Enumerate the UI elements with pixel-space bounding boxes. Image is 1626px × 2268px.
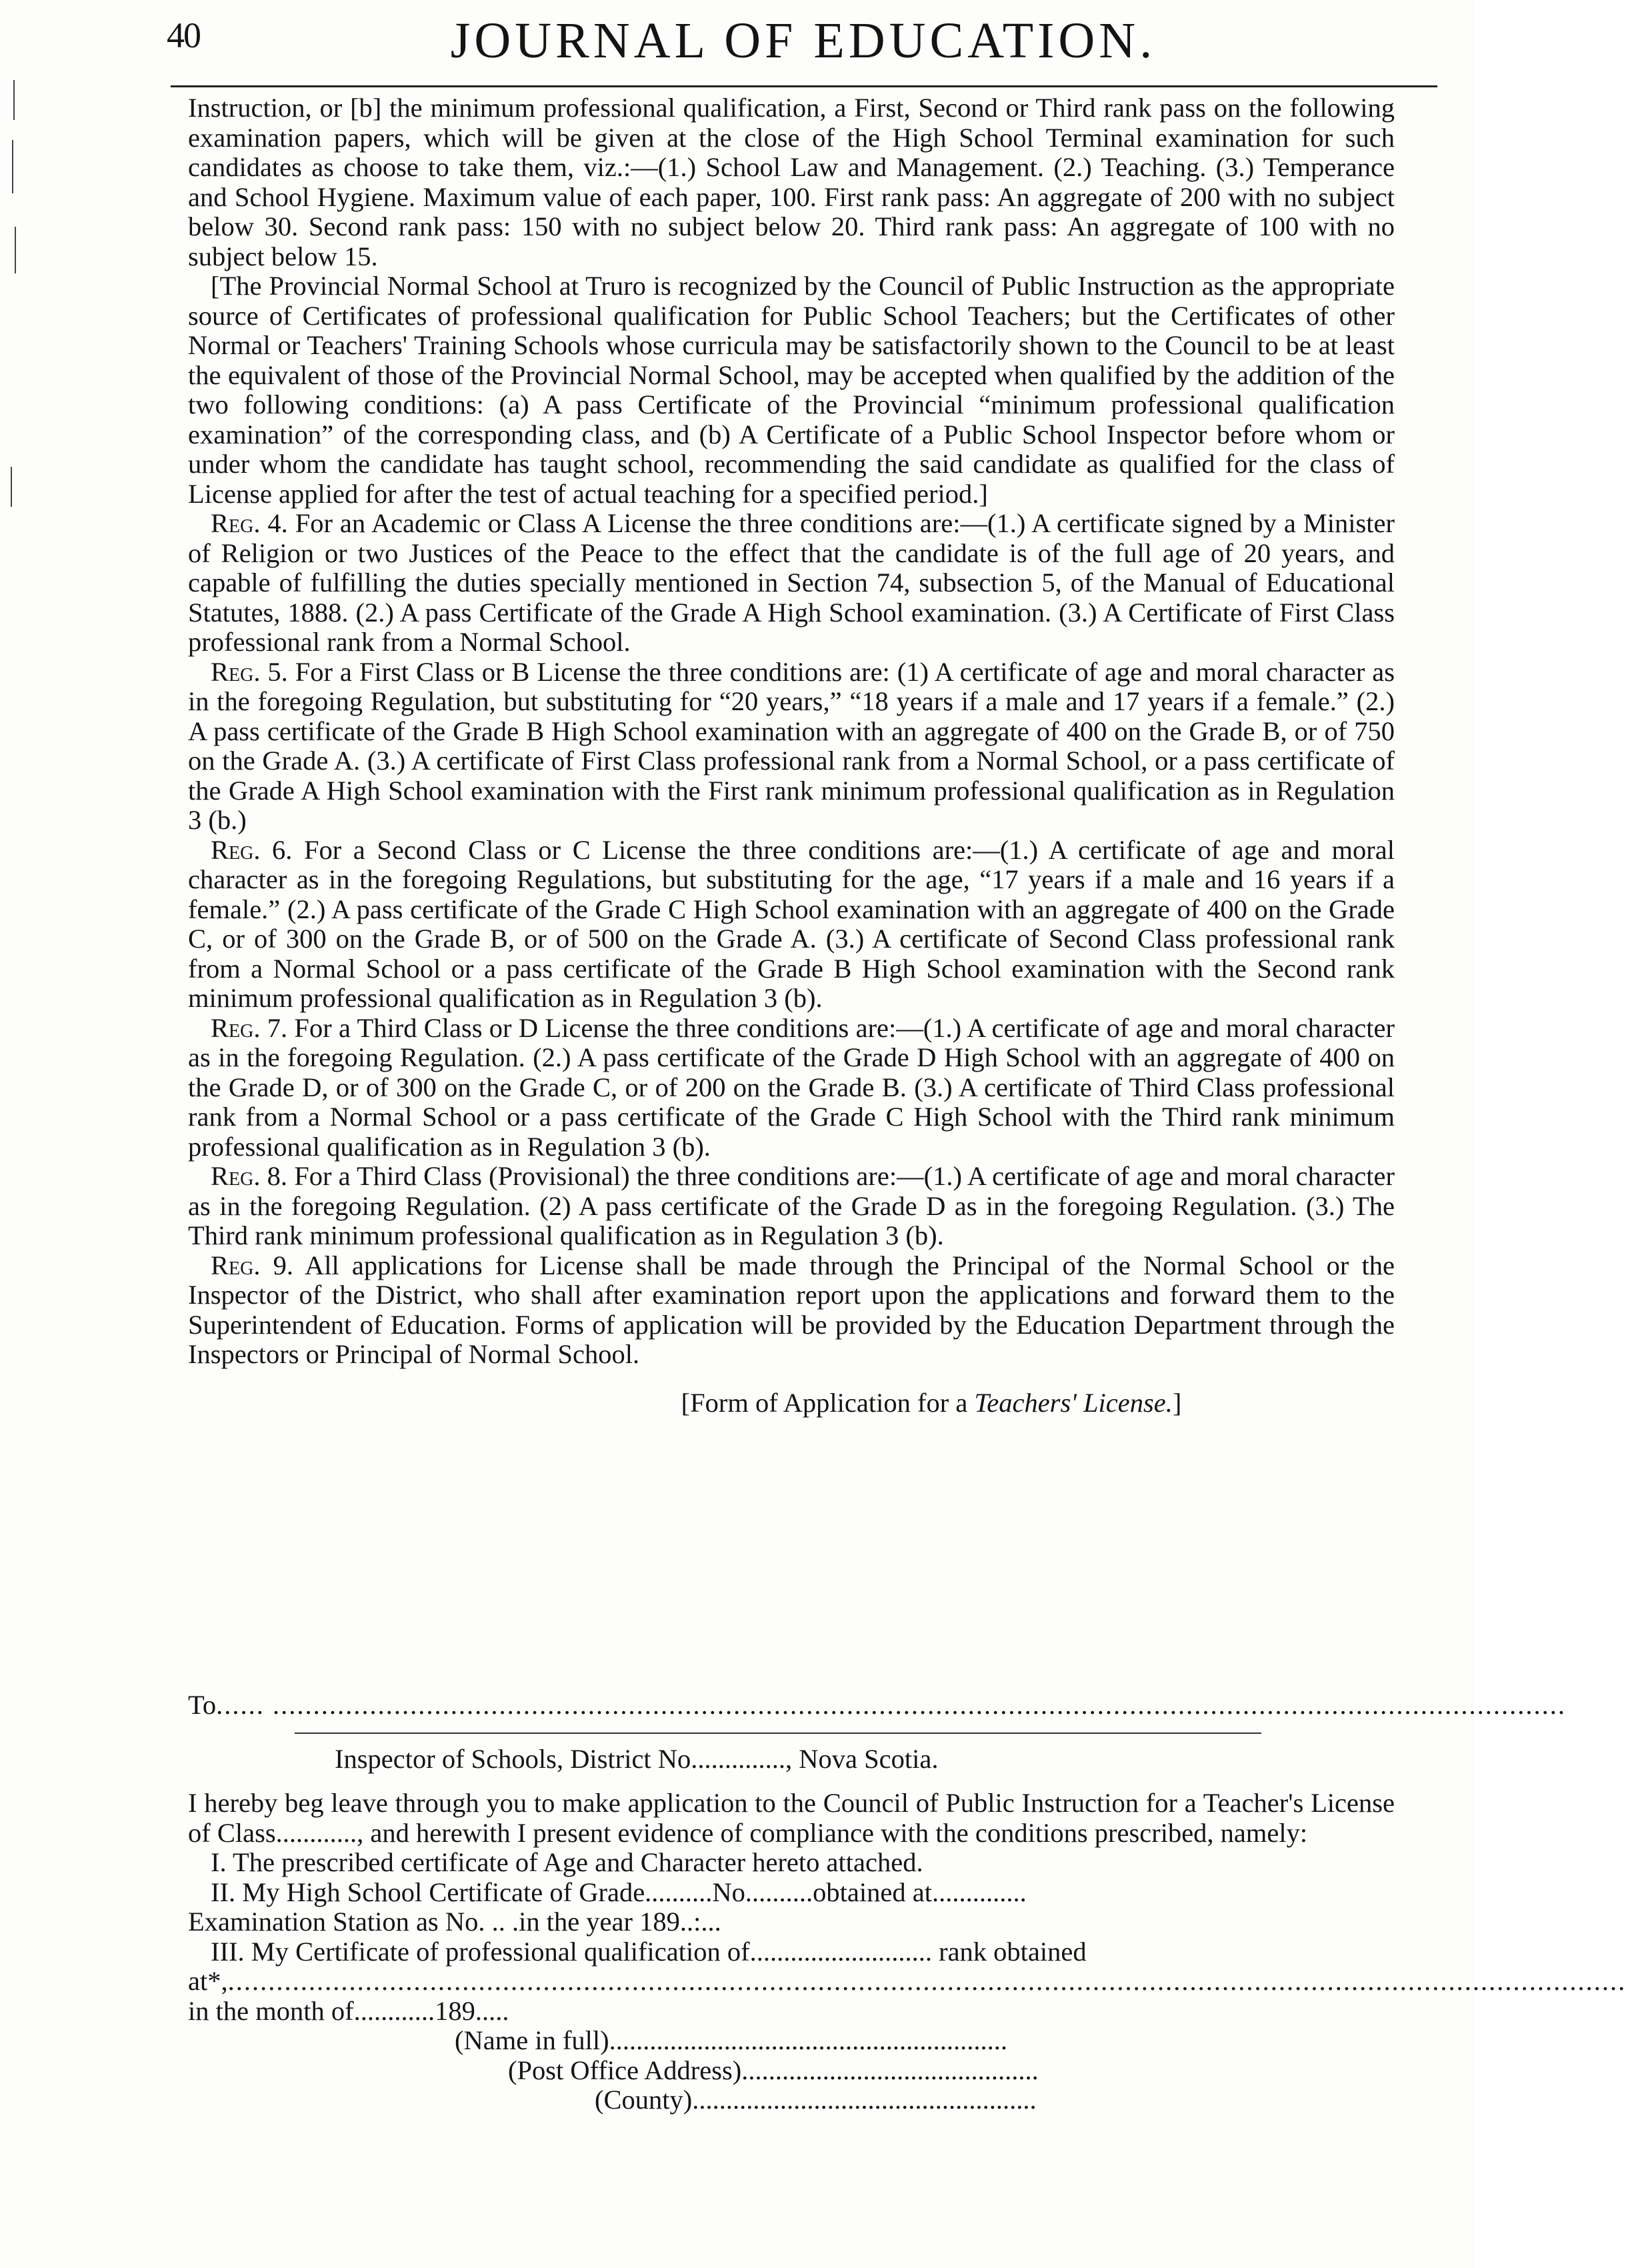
signature-county: (County)................................................... bbox=[595, 2085, 1037, 2115]
reg-text: For an Academic or Class A License the three conditions are:—(1.) A certificate signed by a Minister of Religion or two Justices of the Peace to the effect that the candidate is of the full age of 20 years, and capable of fulfilling the duties specially mentioned in Section 74, subsection 5, of the Manual of Educational Statutes, 1888. (2.) A pass Certificate of the Grade A High School examination. (3.) A Certificate of First Class professional rank from a Normal School. bbox=[188, 508, 1395, 657]
regulation-4 bbox=[188, 509, 1395, 658]
to-blank: ...... ................................................................................................................................................................ bbox=[216, 1690, 1567, 1720]
regulation-7 bbox=[188, 1014, 1395, 1162]
form-heading-italic: Teachers' License. bbox=[974, 1387, 1173, 1418]
regulation-8 bbox=[188, 1162, 1395, 1251]
reg-label: Reg. 6. bbox=[211, 834, 293, 865]
form-item-3-at: at*, ............................................................................................................................................................................. bbox=[188, 1966, 1626, 1996]
form-item-2-cont: Examination Station as No. .. .in the year 189..:... bbox=[188, 1907, 721, 1937]
reg-text: For a Second Class or C License the three conditions are:—(1.) A certificate of age and moral character as in the foregoing Regulations, but substituting for the age, “17 years if a male and 16 years if a female.” (2.) A pass certificate of the Grade C High School examination with an aggregate of 400 on the Grade C, or of 300 on the Grade B, or of 500 on the Grade A. (3.) A certificate of Second Class professional rank from a Normal School or a pass certificate of the Grade B High School examination with the Second rank minimum professional qualification as in Regulation 3 (b). bbox=[188, 834, 1395, 1013]
form-rule bbox=[295, 1733, 1261, 1734]
inspector-line: Inspector of Schools, District No.............., Nova Scotia. bbox=[335, 1743, 939, 1774]
running-head: JOURNAL OF EDUCATION. bbox=[450, 13, 1157, 69]
form-item-3-month: in the month of............189..... bbox=[188, 1995, 509, 2026]
form-to-line bbox=[188, 1690, 1567, 1721]
reg-text: For a Third Class or D License the three conditions are:—(1.) A certificate of age and moral character as in the foregoing Regulation. (2.) A pass certificate of the Grade D High School with an aggregate of 400 on the Grade D, or of 300 on the Grade C, or of 200 on the Grade B. (3.) A certificate of Third Class professional rank from a Normal School or a pass certificate of the Grade C High School with the Third rank minimum professional qualification as in Regulation 3 (b). bbox=[188, 1012, 1395, 1162]
regulation-5 bbox=[188, 658, 1395, 836]
reg-label: Reg. 9. bbox=[211, 1250, 294, 1280]
reg-text: For a First Class or B License the three conditions are: (1) A certificate of age and moral character as in the foregoing Regulation, but substituting for “20 years,” “18 years if a male and 17 years if a female.” (2.) A pass certificate of the Grade B High School examination with an aggregate of 400 on the Grade B, or of 750 on the Grade A. (3.) A certificate of First Class professional rank from a Normal School, or a pass certificate of the Grade A High School examination with the First rank minimum professional qualification as in Regulation 3 (b.) bbox=[188, 656, 1395, 835]
regulation-9 bbox=[188, 1251, 1395, 1370]
form-item-3: III. My Certificate of professional qualification of........................... rank obtained bbox=[211, 1936, 1087, 1967]
page-number: 40 bbox=[167, 15, 200, 55]
reg-label: Reg. 5. bbox=[211, 656, 288, 687]
license-application-form bbox=[188, 1690, 1626, 2115]
page-header bbox=[167, 12, 1440, 72]
signature-name: (Name in full)........................................................... bbox=[455, 2025, 1008, 2055]
form-item-2: II. My High School Certificate of Grade..........No..........obtained at.............. bbox=[211, 1877, 1027, 1907]
reg-label: Reg. 4. bbox=[211, 508, 288, 538]
reg-text: All applications for License shall be made through the Principal of the Normal School or the Inspector of the District, who shall after examination report upon the applications and forward them to the Superintendent of Education. Forms of application will be provided by the Education Department through the Inspectors or Principal of Normal School. bbox=[188, 1250, 1395, 1369]
form-item-1: I. The prescribed certificate of Age and Character hereto attached. bbox=[211, 1847, 923, 1877]
reg-label: Reg. 7. bbox=[211, 1012, 288, 1043]
scan-margin-marks bbox=[0, 0, 27, 2268]
signature-address: (Post Office Address)............................................ bbox=[508, 2055, 1039, 2085]
reg-text: For a Third Class (Provisional) the three conditions are:—(1.) A certificate of age and moral character as in the foregoing Regulation. (2) A pass certificate of the Grade D as in the foregoing Regulation. (3.) The Third rank minimum professional qualification as in Regulation 3 (b). bbox=[188, 1161, 1395, 1250]
article-body bbox=[188, 93, 1395, 1444]
header-rule bbox=[171, 85, 1437, 87]
declaration: I hereby beg leave through you to make application to the Council of Public Instruction for a Teacher's License of Class............, and herewith I present evidence of compliance with the conditions prescribed, namely: bbox=[188, 1788, 1395, 1848]
to-label: To bbox=[188, 1690, 217, 1720]
form-heading: [Form of Application for a Teachers' License.] bbox=[681, 1387, 1182, 1418]
paragraph-instruction: Instruction, or [b] the minimum professional qualification, a First, Second or Third rank pass on the following examination papers, which will be given at the close of the High School Terminal examination for such candidates as choose to take them, viz.:—(1.) School Law and Management. (2.) Teaching. (3.) Temperance and School Hygiene. Maximum value of each paper, 100. First rank pass: An aggregate of 200 with no subject below 30. Second rank pass: 150 with no subject below 20. Third rank pass: An aggregate of 100 with no subject below 15. bbox=[188, 93, 1395, 271]
paragraph-normal-school: [The Provincial Normal School at Truro is recognized by the Council of Public Instruction as the appropriate source of Certificates of professional qualification for Public School Teachers; but the Certificates of other Normal or Teachers' Training Schools whose curricula may be satisfactorily shown to the Council to be at least the equivalent of those of the Provincial Normal School, may be accepted when qualified by the addition of the two following conditions: (a) A pass Certificate of the Provincial “minimum professional qualification examination” of the corresponding class, and (b) A Certificate of a Public School Inspector before whom or under whom the candidate has taught school, recommending the said candidate as qualified for the class of License applied for after the test of actual teaching for a specified period.] bbox=[188, 271, 1395, 509]
regulation-6 bbox=[188, 836, 1395, 1014]
reg-label: Reg. 8. bbox=[211, 1161, 288, 1191]
